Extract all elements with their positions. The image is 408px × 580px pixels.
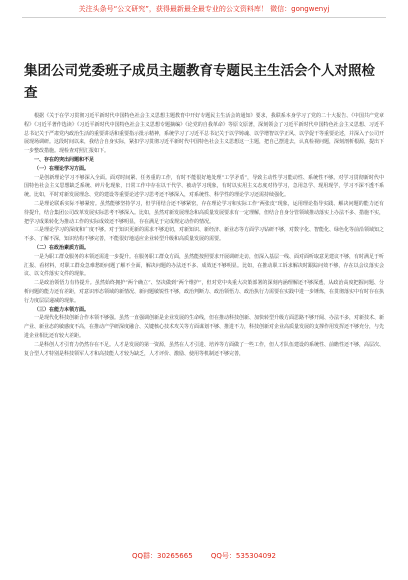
body-paragraph: 三是理论学习的深度和广度不够。对于知识更新的需求不够迫切，对新知识、新经济、新业态等方面学习钻研不够，对数字化、智能化、绿色化等前沿领域知之不多、了解不深，知识结构不够完善，不能很好地适应企业转型升级和高质量发展的需要。	[24, 227, 384, 243]
section-heading: 一、存在的突出问题和不足	[34, 156, 95, 163]
footer-qq-group: QQ群：30265665	[132, 552, 193, 560]
body-paragraph: 一是创新理论学习不够深入全面。面对时间紧、任务重的工作，有时不能很好地处理“工学矛盾”，导致主动性学习能动性、系统性不够。对学习贯彻新时代中国特色社会主义思想缺乏系统、碎片化现象，日常工作中存在以干代学、被动学习现象，有时以实用主义态度对待学习，急用急学、现用现学，学习不深不透不系统。比如，平时对新发展理念、党的建设等重要论述学习思考还不够深入，对系统性、科学性的理论学习还需持续强化。	[24, 174, 384, 199]
body-paragraph: 二是理论联系实际不够紧密。虽然能够坚持学习，但学用结合还不够紧密，存在理论学习和实际工作“两张皮”现象，运用理论指导实践、解决问题的能力还有待提升，结合集团公司改革发展实际思考不够深入。比如，虽然对新发展理念和高质量发展要求有一定理解，但结合自身分管领域推动落实上办法不多、措施不实，把学习成果转化为推动工作的实际成效还不够明显，存在满足于完成规定动作的情况。	[24, 200, 384, 225]
promo-banner: 关注头条号“公文研究”，获得最新最全最专业的公文资料库！ 微信：gongwenyj	[78, 5, 330, 13]
body-paragraph: 二是政治领悟力有待提升。虽然始终拥护“两个确立”、坚决做到“两个维护”，但对党中央重大决策部署的深刻内涵理解还不够深透，从政治高度把握问题、分析问题的能力还有差距，对意识形态领域的新情况、新问题敏锐性不够，政治判断力、政治领悟力、政治执行力需要在实践中进一步锤炼，在贯彻落实中有时存在执行力度层层递减的现象。	[24, 280, 384, 304]
footer-qq-number: QQ号：535304092	[210, 552, 276, 560]
subsection-heading: （三）在能力本领方面。	[34, 306, 90, 313]
intro-paragraph: 根据《关于在学习贯彻习近平新时代中国特色社会主义思想主题教育中开好专题民主生活会的通知》要求，我联系本身学习了党的二十大报告、《中国共产党章程》《习近平著作选读》《习近平新时代中国特色社会主义思想专题摘编》《论党的自我革命》等原文原著，深刻领会了习近平新时代中国特色社会主义思想、习近平总书记关于严肃党内政治生活的重要讲话和重要指示批示精神，系统学习了习近平总书记关于以学铸魂、以学增智以学正风、以学促干等重要论述，并深入子公司开展现场调研。这段时间以来，我结合自身实际，紧扣学习贯彻习近平新时代中国特色社会主义思想这一主题，把自己摆进去，认真检视问题，深刻剖析根源，提出下一步整改措施。现检查对照汇报如下。	[24, 113, 384, 155]
body-paragraph: 一是为职工群众服务的本领还需进一步提升。在服务职工群众方面，虽然能按照要求开展调研走访，但深入基层一线、面对面听取意见建议不够，有时满足于听汇报、看材料，对职工群众急难愁盼问题了解不全面，解决问题的办法还不多、成效还不够明显。比如，在推动职工诉求解决时跟踪问效不够，存在以会议落实会议、以文件落实文件的现象。	[24, 253, 384, 278]
body-paragraph: 一是现代化科技创新合作本领不够强。虽然一直强调创新是企业发展的生命线，但在推动科技创新、加快转型升级方面思路不够开阔、办法不多，对新技术、新产业、新业态的敏感度不高，在推动产学研深度融合、关键核心技术攻关等方面谋划不够、推进不力，科技创新对企业高质量发展的支撑作用发挥还不够充分，与先进企业相比还有较大差距。	[24, 315, 384, 339]
subsection-heading: （二）在政治素质方面。	[34, 244, 90, 251]
body-paragraph: 二是科创人才引育力仍然存在不足。人才是发展的第一资源，虽然在人才引进、培养等方面做了一些工作，但人才队伍建设的系统性、前瞻性还不够，高层次、复合型人才特别是科技领军人才和高技能人才较为缺乏，人才评价、激励、使用等机制还不够完善，	[24, 341, 384, 357]
footer-contact	[0, 551, 408, 561]
subsection-heading: （一）在理论学习方面。	[34, 165, 90, 172]
banner-divider	[22, 17, 386, 18]
document-body	[24, 112, 384, 548]
document-title: 集团公司党委班子成员主题教育专题民主生活会个人对照检查	[24, 63, 375, 101]
